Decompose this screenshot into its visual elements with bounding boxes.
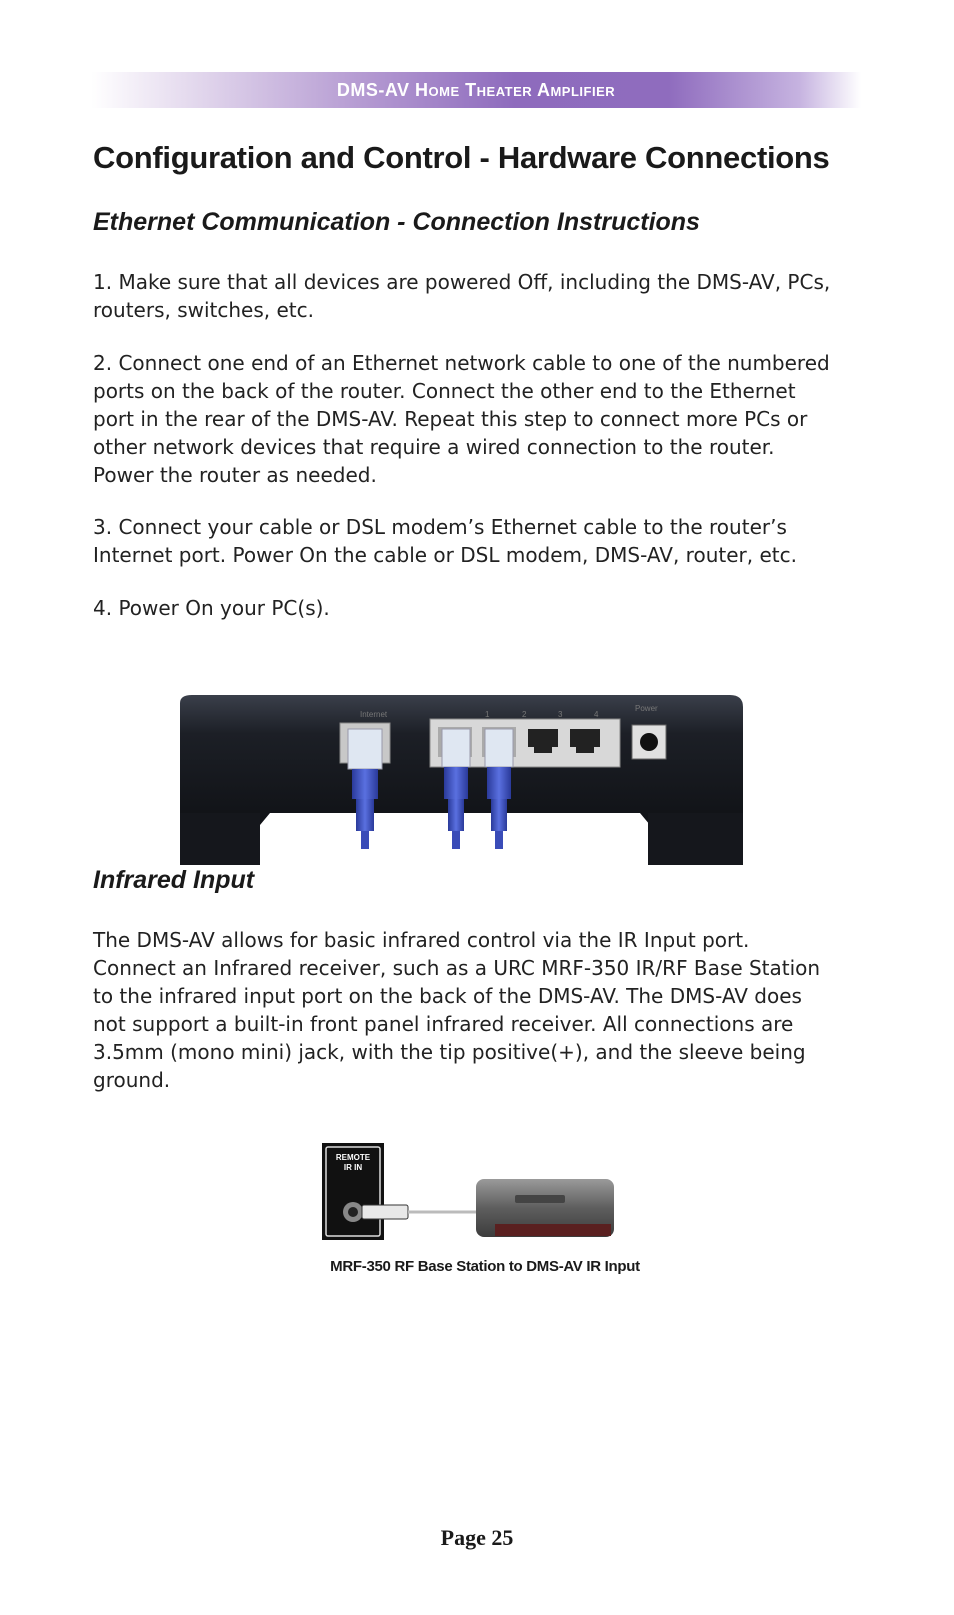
router-power-label: Power xyxy=(635,704,658,713)
router-right-foot xyxy=(648,813,743,865)
page-title: Configuration and Control - Hardware Connections xyxy=(93,140,830,175)
infrared-body: The DMS-AV allows for basic infrared control via the IR Input port. Connect an Infrared receiver, such as a URC MRF-350 IR/RF Base Station to the infrared input port on the back of the DMS-AV. The DMS-AV does not support a built-in front panel infrared receiver. All connections are 3.5mm (mono mini) jack, with the tip positive(+), and the sleeve being ground. xyxy=(93,928,821,1092)
ir-connection-diagram xyxy=(322,1143,642,1243)
router-power-jack-hole xyxy=(640,733,658,751)
router-port-label-2: 2 xyxy=(522,710,527,719)
router-internet-label: Internet xyxy=(360,710,388,719)
ethernet-cable-port-2 xyxy=(485,729,513,849)
ethernet-step-4: 4. Power On your PC(s). xyxy=(93,596,330,620)
ir-plug xyxy=(362,1205,408,1219)
ir-diagram-caption: MRF-350 RF Base Station to DMS-AV IR Input xyxy=(330,1258,640,1275)
router-port-label-3: 3 xyxy=(558,710,563,719)
ethernet-step-2: 2. Connect one end of an Ethernet network cable to one of the numbered ports on the back of the router. Connect the other end to the Ethernet port in the rear of the DMS-AV. Repeat this step to connect more PCs or other network devices that require a wired connection to the router. Power the router as needed. xyxy=(93,351,830,487)
ir-panel-label-remote: REMOTE xyxy=(335,1153,371,1162)
page-number: Page 25 xyxy=(440,1525,514,1550)
ethernet-step-3: 3. Connect your cable or DSL modem’s Ethernet cable to the router’s Internet port. Power On the cable or DSL modem, DMS-AV, router, etc. xyxy=(93,515,797,567)
ir-panel-label-ir-in: IR IN xyxy=(343,1163,363,1172)
ethernet-cable-internet xyxy=(348,729,382,849)
ir-jack-hole xyxy=(348,1207,358,1217)
infrared-heading: Infrared Input xyxy=(93,866,255,894)
router-left-foot xyxy=(180,813,260,865)
router-port-label-1: 1 xyxy=(485,710,490,719)
router-port-label-4: 4 xyxy=(594,710,599,719)
ethernet-heading: Ethernet Communication - Connection Instructions xyxy=(93,208,700,236)
running-header: DMS-AV Home Theater Amplifier xyxy=(336,80,616,100)
ethernet-step-1: 1. Make sure that all devices are powered Off, including the DMS-AV, PCs, routers, switches, etc. xyxy=(93,270,831,322)
base-station-led-strip xyxy=(515,1195,565,1203)
ethernet-cable-port-1 xyxy=(442,729,470,849)
router-rear-photo xyxy=(180,695,743,873)
base-station-front-band xyxy=(495,1224,611,1236)
